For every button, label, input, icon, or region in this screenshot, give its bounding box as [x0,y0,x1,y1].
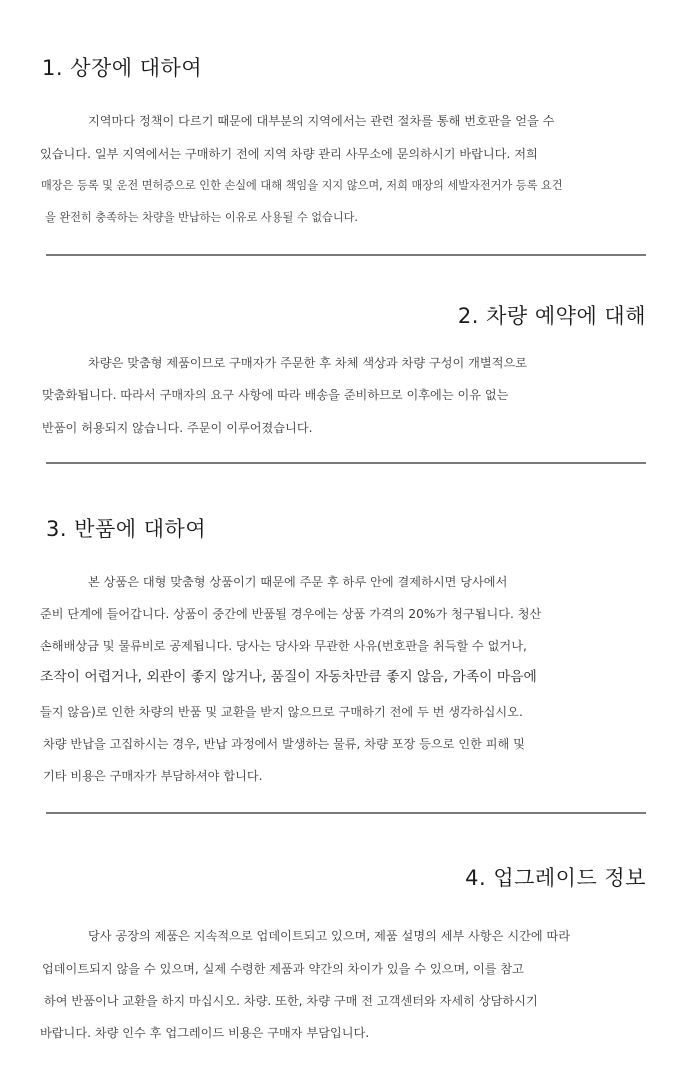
section-4-line-2: 업데이트되지 않을 수 있으며, 실제 수령한 제품과 약간의 차이가 있을 수 있으며, 이를 참고 [42,962,524,976]
section-3-line-5: 들지 않음)로 인한 차량의 반품 및 교환을 받지 않으므로 구매하기 전에 두 번 생각하십시오. [40,705,523,719]
section-3-line-4: 조작이 어렵거나, 외관이 좋지 않거나, 품질이 자동차만큼 좋지 않음, 가족이 마음에 [40,669,537,685]
section-3-line-7: 기타 비용은 구매자가 부담하셔야 합니다. [43,769,263,783]
section-divider [46,462,646,464]
section-2-line-1: 차량은 맞춤형 제품이므로 구매자가 주문한 후 차체 색상과 차량 구성이 개별적으로 [88,356,528,370]
section-divider [46,812,646,814]
section-2-line-3: 반품이 허용되지 않습니다. 주문이 이루어졌습니다. [42,421,313,435]
section-3-line-6: 차량 반납을 고집하시는 경우, 반납 과정에서 발생하는 물류, 차량 포장 등으로 인한 피해 및 [43,737,525,751]
section-divider [46,254,646,256]
section-4-line-1: 당사 공장의 제품은 지속적으로 업데이트되고 있으며, 제품 설명의 세부 사항은 시간에 따라 [88,929,571,943]
section-4-line-3: 하여 반품이나 교환을 하지 마십시오. 차량. 또한, 차량 구매 전 고객센터와 자세히 상담하시기 [44,994,538,1008]
section-1-line-4: 을 완전히 충족하는 차량을 반납하는 이유로 사용될 수 없습니다. [45,211,358,224]
section-3-line-2: 준비 단계에 들어갑니다. 상품이 중간에 반품될 경우에는 상품 가격의 20%가 청구됩니다. 청산 [40,607,542,621]
section-3-line-1: 본 상품은 대형 맞춤형 상품이기 때문에 주문 후 하루 안에 결제하시면 당사에서 [88,575,508,589]
section-2-heading: 2. 차량 예약에 대해 [457,304,646,328]
section-3-line-3: 손해배상금 및 물류비로 공제됩니다. 당사는 당사와 무관한 사유(번호판을 취득할 수 없거나, [40,639,527,653]
section-3-heading: 3. 반품에 대하여 [46,517,207,541]
section-1-heading: 1. 상장에 대하여 [42,56,203,80]
section-1-line-3: 매장은 등록 및 운전 면허증으로 인한 손실에 대해 책임을 지지 않으며, 저희 매장의 세발자전거가 등록 요건 [41,179,563,192]
section-4-heading: 4. 업그레이드 정보 [465,866,646,890]
section-1-line-2: 있습니다. 일부 지역에서는 구매하기 전에 지역 차량 관리 사무소에 문의하시기 바랍니다. 저희 [40,147,538,161]
section-2-line-2: 맞춤화됩니다. 따라서 구매자의 요구 사항에 따라 배송을 준비하므로 이후에는 이유 없는 [42,388,509,402]
section-1-line-1: 지역마다 정책이 다르기 때문에 대부분의 지역에서는 관련 절차를 통해 번호판을 얻을 수 [88,114,555,128]
section-4-line-4: 바랍니다. 차량 인수 후 업그레이드 비용은 구매자 부담입니다. [40,1026,370,1040]
